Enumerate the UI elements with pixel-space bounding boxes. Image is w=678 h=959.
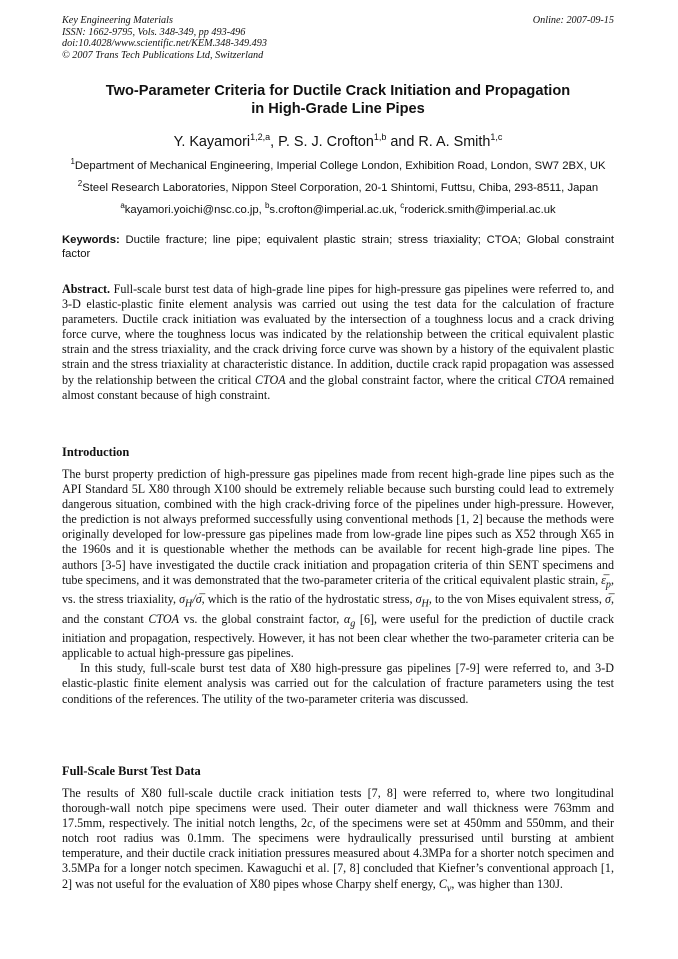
- abstract: [62, 282, 614, 403]
- intro-paragraph-2: In this study, full-scale burst test data of X80 high-pressure gas pipelines [7-9] were referred to, and 3-D elastic-plastic finite element analysis was carried out for the calculation of fracture parameters using the test conditions of the references. The utility of the two-parameter criteria was discussed.: [62, 661, 614, 706]
- equivalent-plastic-strain-symbol: [601, 572, 611, 591]
- paragraph-text: [6], were useful for the prediction of ductile crack initiation and propagation, respectively. However, it has not been clear whether the two-parameter criteria can be applicable to actual high-pressure gas pipelines.: [62, 611, 614, 661]
- paragraph-text: The results of X80 full-scale ductile crack initiation tests [7, 8] were referred to, where two longitudinal thorough-wall notch pipe specimens were used. Their outer diameter and wall thickness were 763mm and 17.5mm, respectively. The initial notch lengths, 2: [62, 786, 614, 831]
- email-mark: b: [264, 201, 270, 210]
- journal-header: [62, 15, 614, 61]
- global-constraint-factor-symbol: [343, 611, 356, 630]
- email-link[interactable]: kayamori.yoichi@nsc.co.jp,: [124, 203, 265, 216]
- symbol-subscript: p: [605, 579, 611, 591]
- paragraph-text: vs. the global constraint factor,: [179, 611, 344, 626]
- email-mark: c: [400, 201, 405, 210]
- section-heading-burst-test: Full-Scale Burst Test Data: [62, 764, 201, 778]
- burst-test-body: [62, 786, 614, 896]
- charpy-energy-symbol: [438, 876, 452, 894]
- symbol-text: σ̅: [195, 592, 202, 607]
- ctoa-term: CTOA: [148, 611, 180, 626]
- paragraph-text: , to the von Mises equivalent stress,: [428, 592, 605, 607]
- journal-doi: doi:10.4028/www.scientific.net/KEM.348-349.493: [62, 38, 267, 50]
- journal-issn: ISSN: 1662-9795, Vols. 348-349, pp 493-496: [62, 26, 246, 38]
- hydrostatic-stress-symbol: [415, 592, 429, 610]
- title-line-1: Two-Parameter Criteria for Ductile Crack Initiation and Propagation: [105, 83, 571, 99]
- author-name: R. A. Smith: [418, 133, 491, 150]
- introduction-body: [62, 467, 614, 707]
- symbol-subscript: g: [350, 618, 356, 630]
- symbol-text: α: [343, 611, 351, 626]
- keywords-label: Keywords:: [62, 234, 120, 246]
- paragraph-text: , was higher than 130J.: [451, 876, 563, 891]
- author-affiliation-mark: 1,2,a: [250, 132, 271, 142]
- ctoa-term: CTOA: [254, 372, 286, 387]
- paragraph-text: , vs. the stress triaxiality,: [62, 572, 614, 607]
- symbol-text: σ: [179, 592, 186, 607]
- author-name: P. S. J. Crofton: [278, 133, 374, 150]
- author-emails: [62, 199, 614, 217]
- burst-paragraph-1: [62, 786, 614, 896]
- keywords-text: Ductile fracture; line pipe; equivalent plastic strain; stress triaxiality; CTOA; Global constraint factor: [62, 234, 614, 260]
- affiliation-text: Steel Research Laboratories, Nippon Steel Corporation, 20-1 Shintomi, Futtsu, Chiba, 293-8511, Japan: [82, 181, 599, 194]
- abstract-label: Abstract.: [62, 282, 111, 296]
- author-affiliation-mark: 1,c: [490, 132, 503, 142]
- paper-title: [62, 82, 614, 118]
- affiliation-mark: 2: [77, 179, 83, 188]
- paragraph-text: , of the specimens were set at 450mm and 550mm, and their notch root radius was 0.1mm. The specimens were hydraulically pressurised until bursting at ambient temperature, and their ductile crack initiation pressures measured about 4.3MPa for a shorter notch specimen and 3.5MPa for a longer notch specimen. Kawaguchi et al. [7, 8] concluded that Kiefner’s conventional approach [1, 2] was not useful for the evaluation of X80 pipes whose Charpy shelf energy,: [62, 816, 614, 891]
- affiliation-text: Department of Mechanical Engineering, Imperial College London, Exhibition Road, London, SW7 2BX, UK: [74, 159, 606, 172]
- affiliation-2: [62, 177, 614, 195]
- author-name: Y. Kayamori: [173, 133, 251, 150]
- affiliation-mark: 1: [70, 157, 75, 166]
- author-affiliation-mark: 1,b: [373, 132, 387, 142]
- title-line-2: in High-Grade Line Pipes: [251, 101, 425, 117]
- ctoa-term: CTOA: [534, 372, 566, 387]
- symbol-subscript: H: [185, 598, 193, 610]
- notch-length-symbol: c: [307, 816, 313, 831]
- author-list: [62, 128, 614, 151]
- abstract-text: remained almost constant because of high constraint.: [62, 372, 615, 402]
- symbol-subscript: v: [446, 882, 452, 894]
- abstract-text: Full-scale burst test data of high-grade line pipes for high-pressure gas pipelines were referred to, and 3-D elastic-plastic finite element analysis was carried out using the test data for the calculation of fracture parameters. Ductile crack initiation was evaluated by the intersection of a toughness locus and a crack driving force curve, where the toughness locus was indicated by the relationship between the critical equivalent plastic strain and the stress triaxiality, and the crack driving force curve was shown by a history of the equivalent plastic strain and the stress triaxiality at characteristic distance. In addition, ductile crack rapid propagation was assessed by the relationship between the critical: [62, 282, 614, 387]
- section-heading-introduction: Introduction: [62, 445, 130, 459]
- intro-paragraph-1: [62, 467, 614, 661]
- symbol-text: σ: [415, 592, 422, 607]
- online-date: Online: 2007-09-15: [532, 15, 614, 26]
- paragraph-text: , which is the ratio of the hydrostatic stress,: [201, 592, 416, 607]
- affiliation-1: [62, 155, 614, 173]
- stress-triaxiality-symbol: [179, 592, 202, 610]
- symbol-text: /: [192, 592, 196, 607]
- paragraph-text: The burst property prediction of high-pressure gas pipelines made from recent high-grade line pipes such as the API Standard 5L X80 through X100 should be extremely reliable because such bursting could lead to extremely dangerous situation, combined with the high crack-driving force of the pipelines under high-pressure. However, the prediction is not always preformed successfully using conventional methods [1, 2] because the methods were originally developed for low-pressure gas pipelines made from low-grade line pipes such as X52 through X65 in the 1960s and it is questionable whether the methods can be available for recent high-grade line pipes. The authors [3-5] have investigated the ductile crack initiation and propagation criteria of thin SENT specimens and tube specimens, and it was demonstrated that the two-parameter criteria of the critical equivalent plastic strain,: [62, 467, 614, 587]
- journal-name: Key Engineering Materials: [62, 15, 173, 26]
- journal-copyright: © 2007 Trans Tech Publications Ltd, Switzerland: [62, 49, 264, 61]
- email-link[interactable]: s.crofton@imperial.ac.uk,: [269, 203, 401, 216]
- email-mark: a: [120, 201, 125, 210]
- author-separator: and: [386, 133, 419, 150]
- symbol-subscript: H: [421, 598, 429, 610]
- author-separator: ,: [270, 133, 279, 150]
- abstract-text: and the global constraint factor, where the critical: [285, 372, 535, 387]
- paragraph-text: , and the constant: [62, 592, 614, 626]
- keywords: [62, 233, 614, 261]
- email-link[interactable]: roderick.smith@imperial.ac.uk: [404, 203, 556, 216]
- symbol-text: C: [438, 876, 447, 891]
- equivalent-stress-symbol: σ̅: [605, 592, 611, 607]
- symbol-text: ε̅: [601, 572, 606, 587]
